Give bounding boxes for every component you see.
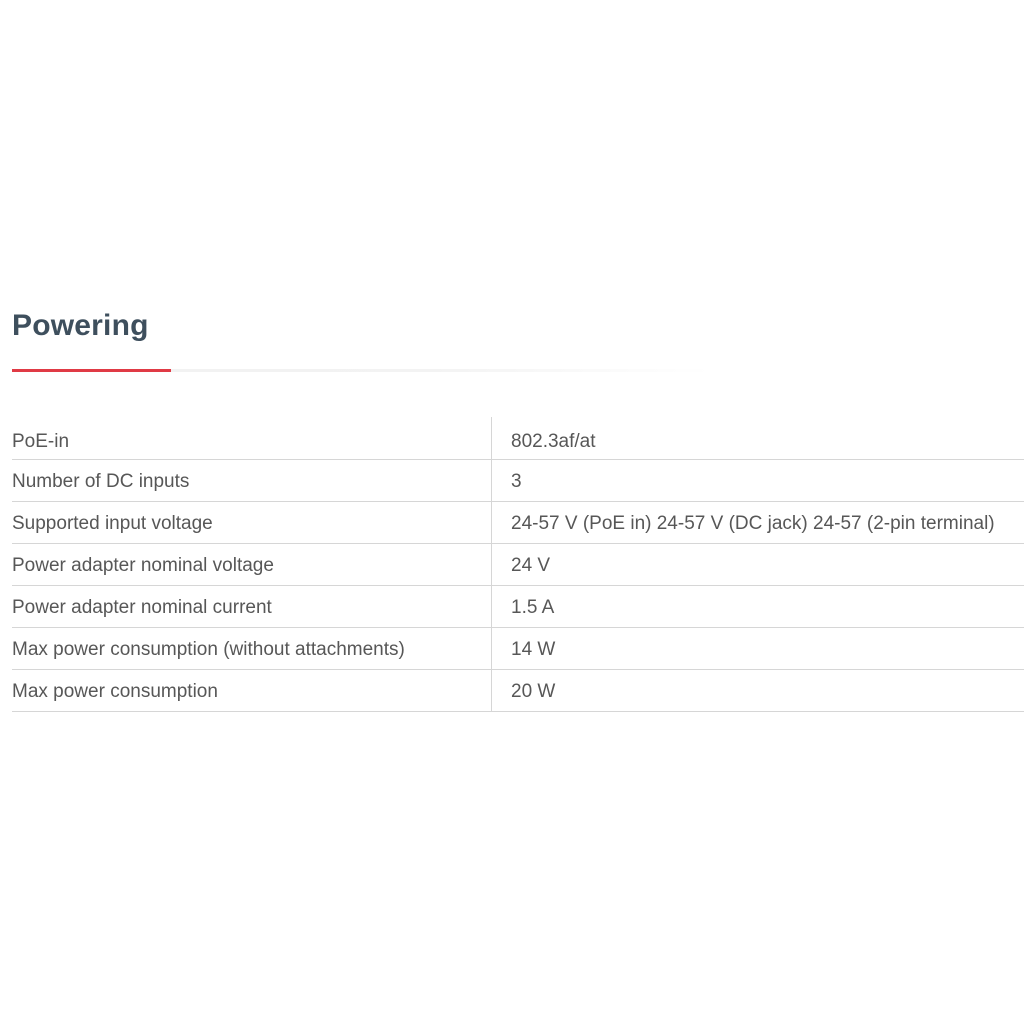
spec-value: 1.5 A (511, 596, 555, 618)
table-row (12, 460, 1024, 502)
spec-label: Max power consumption (12, 670, 492, 711)
table-row (12, 544, 1024, 586)
spec-value: 24-57 V (PoE in) 24-57 V (DC jack) 24-57 (2-pin terminal) (511, 512, 995, 534)
table-row (12, 670, 1024, 712)
title-underline (12, 369, 712, 372)
spec-value: 24 V (511, 554, 551, 576)
spec-value: 802.3af/at (511, 431, 596, 452)
spec-label: Supported input voltage (12, 502, 492, 543)
table-row (12, 586, 1024, 628)
spec-table (12, 417, 1024, 712)
table-row (12, 502, 1024, 544)
spec-label: Number of DC inputs (12, 460, 492, 501)
table-row (12, 628, 1024, 670)
powering-section (12, 300, 1024, 702)
spec-label: Power adapter nominal current (12, 586, 492, 627)
spec-label: Max power consumption (without attachments) (12, 628, 492, 669)
spec-label: Power adapter nominal voltage (12, 544, 492, 585)
title-accent-bar (12, 369, 171, 372)
spec-value: 20 W (511, 680, 556, 702)
spec-value: 14 W (511, 638, 556, 660)
spec-value: 3 (511, 470, 522, 492)
section-title: Powering (12, 309, 149, 342)
table-row (12, 417, 1024, 460)
spec-label: PoE-in (12, 417, 492, 459)
